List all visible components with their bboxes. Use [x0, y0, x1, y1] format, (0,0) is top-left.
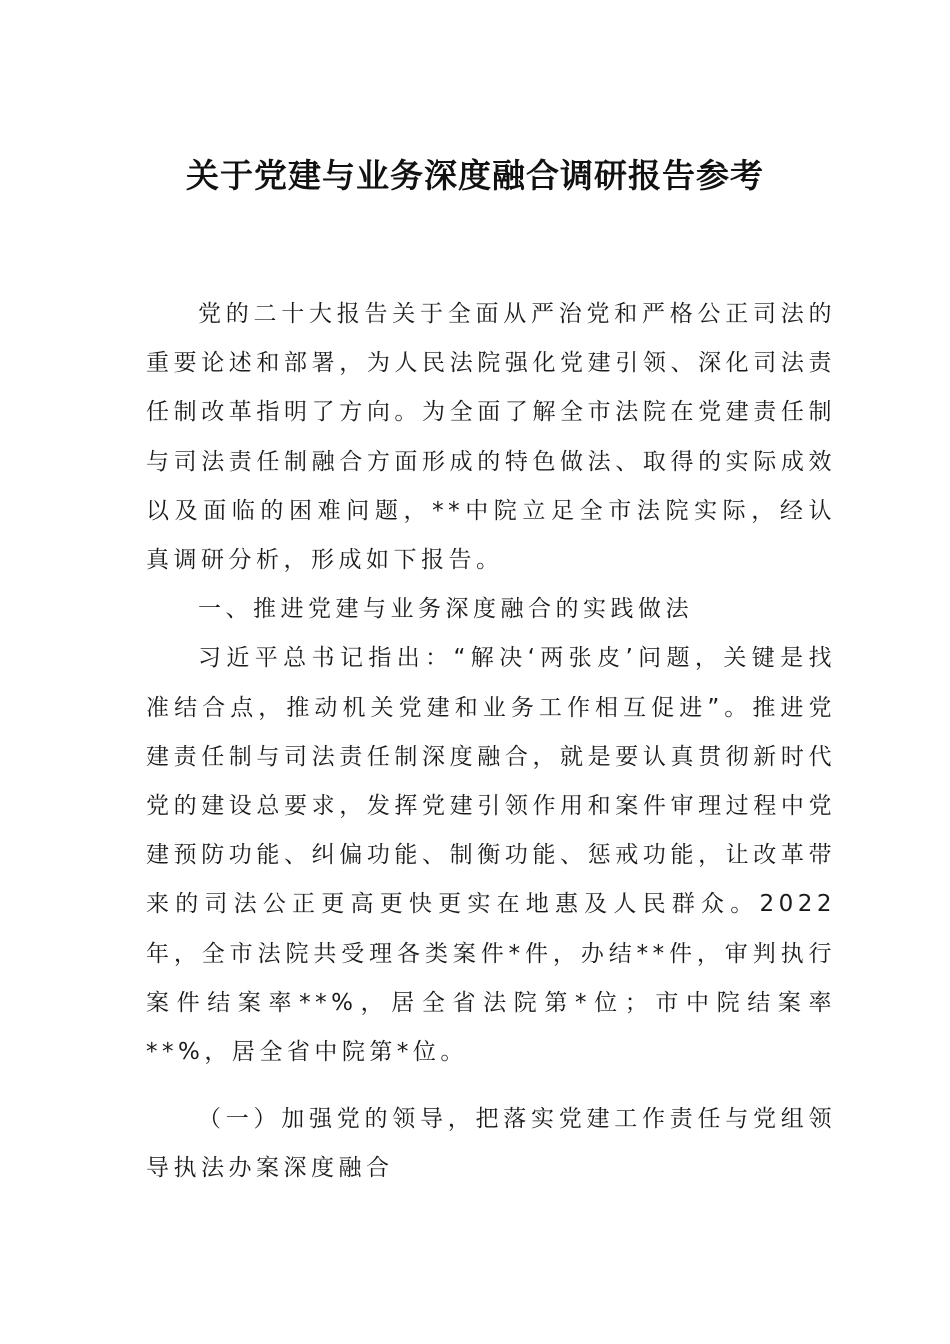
section-paragraph-1: 习近平总书记指出：“解决‘两张皮’问题，关键是找准结合点，推动机关党建和业务工作相互促进”。推进党建责任制与司法责任制深度融合，就是要认真贯彻新时代党的建设总要求，发挥党建引领作用和案件审理过程中党建预防功能、纠偏功能、制衡功能、惩戒功能，让改革带来的司法公正更高更快更实在地惠及人民群众。2022年，全市法院共受理各类案件*件，办结**件，审判执行案件结案率**%，居全省法院第*位；市中院结案率**%，居全省中院第*位。 — [146, 645, 836, 1066]
document-body — [146, 290, 836, 1194]
section-heading-1: 一、推进党建与业务深度融合的实践做法 — [198, 596, 693, 623]
intro-paragraph: 党的二十大报告关于全面从严治党和严格公正司法的重要论述和部署，为人民法院强化党建引领、深化司法责任制改革指明了方向。为全面了解全市法院在党建责任制与司法责任制融合方面形成的特色做法、取得的实际成效以及面临的困难问题，**中院立足全市法院实际，经认真调研分析，形成如下报告。 — [146, 301, 836, 574]
subsection-heading-1: （一）加强党的领导，把落实党建工作责任与党组领导执法办案深度融合 — [146, 1106, 836, 1182]
document-title: 关于党建与业务深度融合调研报告参考 — [186, 156, 764, 195]
